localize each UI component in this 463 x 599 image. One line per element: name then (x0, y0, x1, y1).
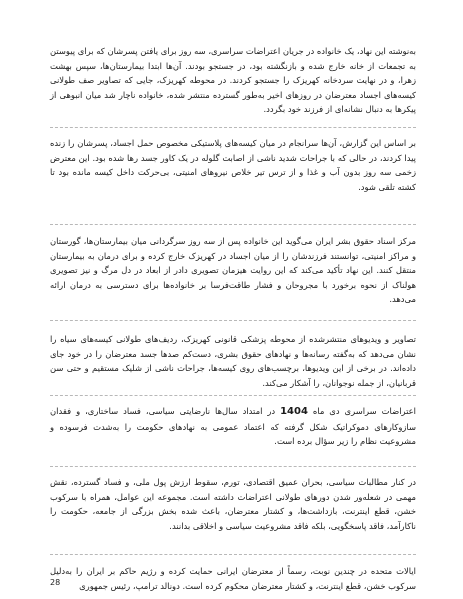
paragraph-5 (50, 404, 416, 449)
divider (50, 395, 416, 396)
divider (50, 224, 416, 225)
paragraph-6: در کنار مطالبات سیاسی، بحران عمیق اقتصادی، تورم، سقوط ارزش پول ملی، و فساد گسترده، نقش مهمی در شعله‌ور شدن دورهای طولانی اعتراضات داشته است. مجموعه این عوامل، همراه با سرکوب خشن، قطع اینترنت، بازداشت‌ها، و کشتار معترضان، باعث شده بخش بزرگی از جامعه، حکومت را ناکارآمد، فاقد پاسخگویی، بلکه فاقد مشروعیت سیاسی و اخلاقی بدانند. (50, 477, 416, 531)
divider (50, 554, 416, 555)
page-number: 28 (50, 578, 61, 587)
divider (50, 466, 416, 467)
paragraph-5-after: در امتداد سال‌ها نارضایتی سیاسی، فساد ساختاری، و فقدان سازوکارهای دموکراتیک شکل گرفته که اعتماد عمومی به نهادهای حکومت را به‌شدت فرسوده و مشروعیت نظام را زیر سؤال برده است. (50, 406, 416, 447)
year-number: 1404 (280, 406, 308, 417)
divider (50, 320, 416, 321)
paragraph-2: بر اساس این گزارش، آن‌ها سرانجام در میان کیسه‌های پلاستیکی مخصوص حمل اجساد، پسرشان را زنده پیدا کردند، در حالی که با جراحات شدید ناشی از اصابت گلوله در یک کاور جسد رها شده بود. این معترض زخمی سه روز بدون آب و غذا و از ترس تیر خلاص نیروهای امنیتی، بی‌حرکت داخل کیسه مانده بود تا کشته تلقی شود. (50, 138, 416, 192)
paragraph-1: به‌نوشته این نهاد، یک خانواده در جریان اعتراضات سراسری، سه روز برای یافتن پسرشان که برای پیوستن به تجمعات از خانه خارج شده و بازنگشته بود، در جستجو بودند. آن‌ها ابتدا بیمارستان‌ها، سپس بهشت زهرا، و در نهایت سردخانه کهریزک را جستجو کردند. در محوطه کهریزک، جایی که تصاویر صف طولانی کیسه‌های اجساد معترضان در روزهای اخیر به‌طور گسترده منتشر شده، خانواده ناچار شد میان انبوهی از پیکرها به دنبال نشانه‌ای از فرزند خود بگردد. (50, 46, 416, 115)
paragraph-5-before: اعتراضات سراسری دی ماه (307, 406, 416, 416)
paragraph-3: مرکز اسناد حقوق بشر ایران می‌گوید این خانواده پس از سه روز سرگردانی میان بیمارستان‌ها، گورستان و مراکز امنیتی، توانستند فرزندشان را از میان اجساد در کهریزک خارج کرده و برای درمان به بیمارستان منتقل کنند. این نهاد تأکید می‌کند که این روایت هیزمان تصویری دادر از ابعاد در دل مرگ و نیز تصویری هولناک از نحوه برخورد با مجروحان و فشار طاقت‌فرسا بر خانواده‌ها برای دسترسی به درمان ارائه می‌دهد. (50, 236, 416, 305)
divider (50, 127, 416, 128)
paragraph-7: ایالات متحده در چندین نوبت، رسماً از معترضان ایرانی حمایت کرده و رژیم حاکم بر ایران را به‌دلیل سرکوب خشن، قطع اینترنت، و کشتار معترضان محکوم کرده است. دونالد ترامپ، رئیس جمهوری (50, 566, 416, 591)
paragraph-4: تصاویر و ویدیوهای منتشرشده از محوطه پزشکی قانونی کهریزک، ردیف‌های طولانی کیسه‌های سیاه را نشان می‌دهد که به‌گفته رسانه‌ها و نهادهای حقوق بشری، دست‌کم صدها جسد معترضان را در خود جای داده‌اند. در برخی از این ویدیوها، برچسب‌های روی کیسه‌ها، جراحات ناشی از شلیک مستقیم و حتی سن قربانیان، از جمله نوجوانان، را آشکار می‌کند. (50, 334, 416, 388)
